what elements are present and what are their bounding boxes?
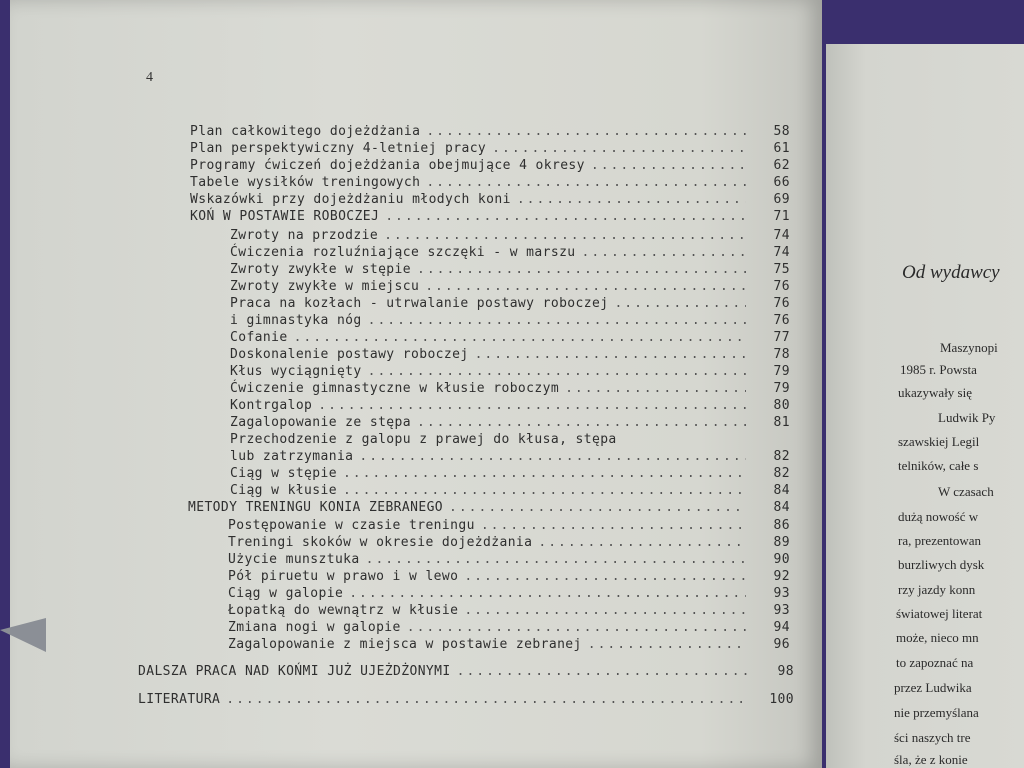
toc-entry	[230, 347, 790, 364]
leader-dots	[343, 483, 746, 498]
toc-entry-title: Zagalopowanie ze stępa	[230, 415, 411, 430]
toc-entry-page: 61	[773, 141, 790, 156]
toc-entry-title: Ciąg w kłusie	[230, 483, 337, 498]
toc-entry-page: 76	[773, 313, 790, 328]
toc-entry-page: 76	[773, 279, 790, 294]
body-line: może, nieco mn	[896, 630, 979, 645]
body-line: Ludwik Py	[938, 410, 996, 425]
toc-entry-title: Kłus wyciągnięty	[230, 364, 362, 379]
leader-dots	[457, 664, 750, 679]
leader-dots	[343, 466, 746, 481]
toc-entry	[190, 124, 790, 141]
toc-entry-title: DALSZA PRACA NAD KOŃMI JUŻ UJEŻDŻONYMI	[138, 664, 451, 679]
toc-entry-title: Ciąg w galopie	[228, 586, 344, 601]
toc-entry-page: 71	[773, 209, 790, 224]
leader-dots	[417, 415, 746, 430]
body-line: ra, prezentowan	[898, 533, 982, 548]
toc-entry-page: 84	[773, 500, 790, 515]
body-line: nie przemyślana	[894, 705, 979, 720]
leader-dots	[366, 552, 746, 567]
leader-dots	[384, 228, 746, 243]
toc-section-heading	[188, 500, 790, 517]
leader-dots	[426, 175, 746, 190]
toc-entry-title: Pół piruetu w prawo i w lewo	[228, 569, 459, 584]
leader-dots	[449, 500, 746, 515]
body-line: 1985 r. Powsta	[900, 362, 977, 377]
leader-dots	[318, 398, 746, 413]
toc-entry	[230, 279, 790, 296]
toc-entry	[190, 192, 790, 209]
leader-dots	[425, 279, 746, 294]
toc-entry	[228, 586, 790, 603]
toc-entry-page: 98	[777, 664, 794, 679]
leader-dots	[614, 296, 746, 311]
toc-entry-page: 79	[773, 381, 790, 396]
leader-dots	[426, 124, 746, 139]
toc-entry-page: 79	[773, 364, 790, 379]
toc-entry-title: Użycie munsztuka	[228, 552, 360, 567]
toc-entry-title: Zwroty na przodzie	[230, 228, 379, 243]
toc-entry-page: 93	[773, 603, 790, 618]
toc-entry	[228, 603, 790, 620]
leader-dots	[417, 262, 746, 277]
toc-entry	[230, 296, 790, 313]
leader-dots	[368, 313, 746, 328]
toc-entry-title: Ćwiczenia rozluźniające szczęki - w marszu	[230, 245, 576, 260]
toc-section-heading	[138, 664, 794, 681]
toc-entry-page: 89	[773, 535, 790, 550]
toc-entry-page: 96	[773, 637, 790, 652]
toc-entry-title: Wskazówki przy dojeżdżaniu młodych koni	[190, 192, 511, 207]
body-line: rzy jazdy konn	[898, 582, 976, 597]
toc-entry-title: Postępowanie w czasie treningu	[228, 518, 475, 533]
toc-entry-page: 80	[773, 398, 790, 413]
toc-entry-page: 69	[773, 192, 790, 207]
toc-entry-page: 74	[773, 245, 790, 260]
toc-entry-page: 93	[773, 586, 790, 601]
leader-dots	[407, 620, 746, 635]
body-line: ukazywały się	[898, 385, 973, 400]
toc-entry-page: 66	[773, 175, 790, 190]
leader-dots	[481, 518, 746, 533]
leader-dots	[294, 330, 746, 345]
toc-entry-page: 74	[773, 228, 790, 243]
toc-entry-title: Treningi skoków w okresie dojeżdżania	[228, 535, 533, 550]
toc-entry	[228, 535, 790, 552]
toc-entry-page: 76	[773, 296, 790, 311]
toc-section-heading	[138, 692, 794, 709]
toc-entry-page: 78	[773, 347, 790, 362]
toc-entry-page: 81	[773, 415, 790, 430]
toc-entry	[228, 518, 790, 535]
toc-entry	[228, 637, 790, 654]
body-line: burzliwych dysk	[898, 557, 985, 572]
toc-entry-page: 100	[769, 692, 794, 707]
toc-entry-page: 86	[773, 518, 790, 533]
toc-entry-title: Zwroty zwykłe w miejscu	[230, 279, 420, 294]
toc-entry	[230, 415, 790, 432]
toc-entry-title: Zmiana nogi w galopie	[228, 620, 401, 635]
leader-dots	[517, 192, 746, 207]
toc-entry-title: Plan całkowitego dojeżdżania	[190, 124, 421, 139]
toc-entry	[228, 552, 790, 569]
toc-entry-page: 90	[773, 552, 790, 567]
toc-entry-continuation: Przechodzenie z galopu z prawej do kłusa, stępa	[230, 432, 617, 447]
toc-entry-page: 62	[773, 158, 790, 173]
toc-entry	[230, 483, 790, 500]
toc-entry-title: Ćwiczenie gimnastyczne w kłusie roboczym	[230, 381, 560, 396]
toc-entry-page: 75	[773, 262, 790, 277]
toc-entry-title: METODY TRENINGU KONIA ZEBRANEGO	[188, 500, 444, 515]
toc-entry-title: LITERATURA	[138, 692, 221, 707]
toc-entry	[230, 245, 790, 262]
toc-entry	[190, 158, 790, 175]
toc-entry	[228, 569, 790, 586]
leader-dots	[349, 586, 746, 601]
leader-dots	[475, 347, 746, 362]
toc-entry-title: KOŃ W POSTAWIE ROBOCZEJ	[190, 209, 380, 224]
body-line: W czasach	[938, 484, 994, 499]
toc-entry-page: 82	[773, 449, 790, 464]
toc-entry-title: Cofanie	[230, 330, 288, 345]
toc-entry	[230, 449, 790, 466]
body-line: dużą nowość w	[898, 509, 979, 524]
toc-entry-page: 94	[773, 620, 790, 635]
toc-entry-title: i gimnastyka nóg	[230, 313, 362, 328]
leader-dots	[368, 364, 746, 379]
toc-entry-title: Łopatką do wewnątrz w kłusie	[228, 603, 459, 618]
toc-entry	[230, 228, 790, 245]
body-line: ści naszych tre	[894, 730, 971, 745]
toc-entry-title: Doskonalenie postawy roboczej	[230, 347, 469, 362]
toc-entry-title: Praca na kozłach - utrwalanie postawy roboczej	[230, 296, 609, 311]
leader-dots	[582, 245, 746, 260]
leader-dots	[591, 158, 746, 173]
body-line: to zapoznać na	[896, 655, 974, 670]
toc-entry-page: 84	[773, 483, 790, 498]
toc-entry-title: Plan perspektywiczny 4-letniej pracy	[190, 141, 487, 156]
toc-entry-title: Ciąg w stępie	[230, 466, 337, 481]
toc-entry-page: 92	[773, 569, 790, 584]
toc-entry	[190, 175, 790, 192]
toc-entry	[230, 381, 790, 398]
body-line: Maszynopi	[940, 340, 998, 355]
leader-dots	[385, 209, 746, 224]
toc-entry	[230, 262, 790, 279]
toc-entry-title: Tabele wysiłków treningowych	[190, 175, 421, 190]
page-number: 4	[146, 70, 153, 85]
toc-entry	[230, 398, 790, 415]
leader-dots	[538, 535, 746, 550]
leader-dots	[588, 637, 746, 652]
leader-dots	[565, 381, 746, 396]
toc-entry	[230, 466, 790, 483]
toc-entry-title: Kontrgalop	[230, 398, 313, 413]
toc-entry-title: Zwroty zwykłe w stępie	[230, 262, 411, 277]
toc-entry-title: Zagalopowanie z miejsca w postawie zebranej	[228, 637, 582, 652]
body-line: telników, całe s	[898, 458, 979, 473]
leader-dots	[359, 449, 746, 464]
toc-entry-title: lub zatrzymania	[230, 449, 354, 464]
toc-entry	[230, 313, 790, 330]
toc-entry-page: 82	[773, 466, 790, 481]
right-page-heading: Od wydawcy	[902, 262, 1000, 283]
toc-entry	[230, 330, 790, 347]
leader-dots	[226, 692, 750, 707]
toc-entry	[228, 620, 790, 637]
leader-dots	[464, 603, 746, 618]
leader-dots	[492, 141, 746, 156]
toc-entry-page: 77	[773, 330, 790, 345]
toc-section-heading	[190, 209, 790, 226]
toc-entry-page: 58	[773, 124, 790, 139]
body-line: szawskiej Legil	[898, 434, 980, 449]
body-line: światowej literat	[896, 606, 983, 621]
toc-entry	[190, 141, 790, 158]
toc-entry-title: Programy ćwiczeń dojeżdżania obejmujące 4 okresy	[190, 158, 585, 173]
body-line: śla, że z konie	[894, 752, 968, 767]
toc-entry	[230, 364, 790, 381]
body-line: przez Ludwika	[894, 680, 972, 695]
leader-dots	[464, 569, 746, 584]
